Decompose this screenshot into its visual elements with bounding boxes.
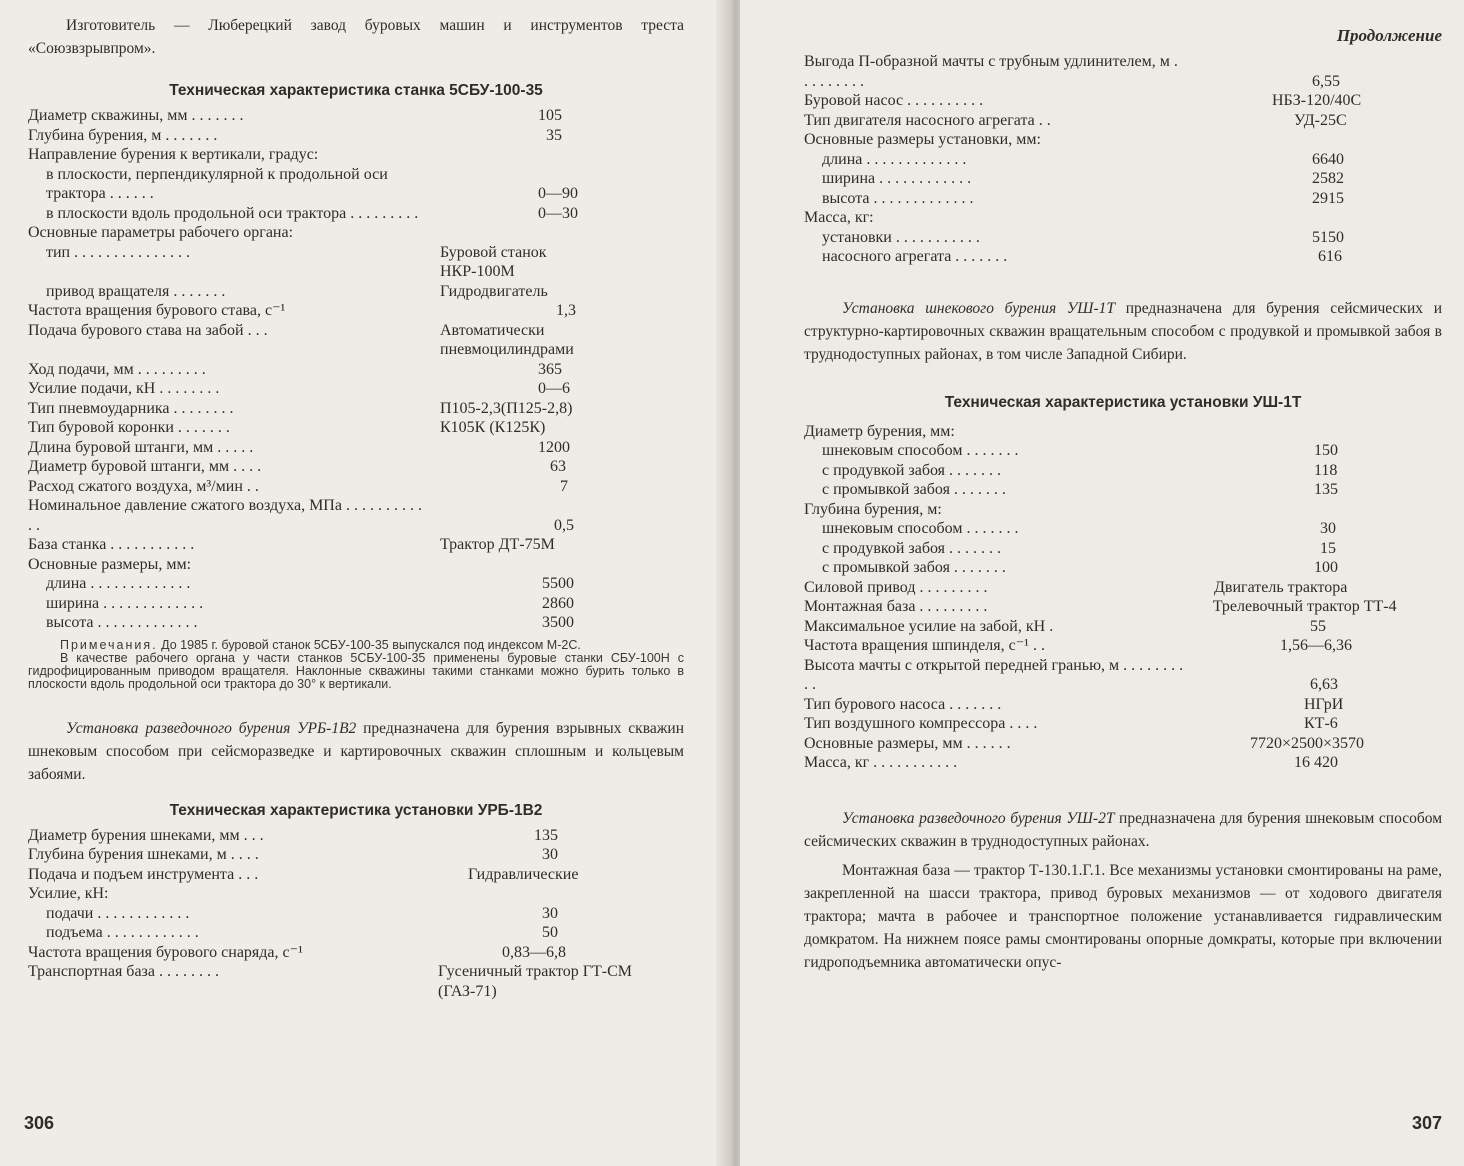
spec-row: установки . . . . . . . . . . . 5150 [822,228,1344,246]
spec-row: Тип пневмоударника . . . . . . . . П105-2,3(П125-2,8) [28,399,573,417]
urb-text: предназначена для бурения взрывных скважин шнековым способом при сейсморазведке и картировочных скважин сплошным и кольцевым забоями. [28,719,684,783]
spec-row: Основные параметры рабочего органа: [28,224,294,241]
spec-row: Основные размеры установки, мм: [804,131,1041,148]
left-page [0,0,724,1166]
spec-row: ширина . . . . . . . . . . . . . 2860 [46,594,574,612]
spec-row: Подача и подъем инструмента . . . Гидравлические [28,865,579,883]
note-1: До 1985 г. буровой станок 5СБУ-100-35 выпускался под индексом М-2С. [161,637,581,652]
spec-row: подъема . . . . . . . . . . . . 50 [46,924,558,941]
spec-row: с продувкой забоя . . . . . . . 118 [822,461,1338,479]
urb-paragraph [28,717,684,786]
spec-row: в плоскости, перпендикулярной к продольной оси трактора . . . . . . 0—90 [46,165,578,202]
spec-row: Тип буровой коронки . . . . . . . К105К (К125К) [28,419,546,436]
spec-row: шнековым способом . . . . . . . 150 [822,442,1338,459]
spec-row: База станка . . . . . . . . . . . Трактор ДТ-75М [28,536,555,553]
spec-row: Глубина бурения шнеками, м . . . . 30 [28,846,558,863]
spec-row: Длина буровой штанги, мм . . . . . 1200 [28,438,570,456]
heading-5sbu: Техническая характеристика станка 5СБУ-100-35 [169,82,543,99]
spec-row: Силовой привод . . . . . . . . . Двигатель трактора [804,578,1348,596]
spec-row: Высота мачты с открытой передней гранью, м . . . . . . . . . . 6,63 [804,656,1338,693]
spec-row: Подача бурового става на забой . . . Автоматически пневмоцилиндрами [28,321,574,358]
ush2t-title: Установка разведочного бурения УШ-2Т [842,809,1115,827]
spec-table-ush1t [804,422,1442,773]
spec-row: привод вращателя . . . . . . . Гидродвигатель [46,282,548,300]
spec-row: насосного агрегата . . . . . . . 616 [822,248,1342,265]
spec-row: Диаметр скважины, мм . . . . . . . 105 [28,107,562,124]
spec-row: Максимальное усилие на забой, кН . 55 [804,617,1326,635]
heading-ush1t: Техническая характеристика установки УШ-1Т [944,393,1302,411]
spec-row: Тип двигателя насосного агрегата . . УД-25С [804,111,1347,129]
spec-row: в плоскости вдоль продольной оси трактора . . . . . . . . . 0—30 [46,204,578,222]
notes-title: Примечания. [60,637,158,652]
spec-row: Частота вращения бурового става, с⁻¹ 1,3 [28,302,576,319]
spec-row: Диаметр буровой штанги, мм . . . . 63 [28,458,566,475]
spec-row: ширина . . . . . . . . . . . . 2582 [822,170,1344,187]
spec-row: Глубина бурения, м: [804,500,942,518]
spec-row: Транспортная база . . . . . . . . Гусеничный трактор ГТ-СМ (ГАЗ-71) [28,963,632,1000]
manufacturer-paragraph: Изготовитель — Люберецкий завод буровых машин и инструментов треста «Союзвзрывпром». [28,17,684,57]
spec-row: Направление бурения к вертикали, градус: [28,146,319,163]
notes-block [28,639,684,691]
page-number-left: 306 [24,1113,55,1133]
spec-row: тип . . . . . . . . . . . . . . . Буровой станок НКР-100М [46,243,547,280]
spec-row: Диаметр бурения, мм: [804,422,955,440]
spec-row: длина . . . . . . . . . . . . . 6640 [822,150,1344,168]
spec-row: высота . . . . . . . . . . . . . 3500 [46,614,574,631]
continuation-label: Продолжение [1336,26,1442,45]
page-number-right: 307 [1411,1113,1442,1133]
spec-row: Буровой насос . . . . . . . . . . НБЗ-120/40С [804,92,1362,109]
spec-row: Тип воздушного компрессора . . . . КТ-6 [804,715,1338,732]
spec-row: Глубина бурения, м . . . . . . . 35 [28,126,562,144]
spec-row: Усилие подачи, кН . . . . . . . . 0—6 [28,380,570,397]
spec-row: Частота вращения бурового снаряда, с⁻¹ 0,83—6,8 [28,943,566,961]
mounting-paragraph: Монтажная база — трактор Т-130.1.Г.1. Все механизмы установки смонтированы на раме, закрепленной на шасси трактора, привод буровых механизмов — от ходового двигателя трактора; мачта в рабочее и транспортное положение устанавливается гидравлическим домкратом. На нижнем поясе рамы смонтированы опорные домкраты, которые при включении гидроподъемника автоматически опус- [804,861,1442,971]
ush1t-paragraph [804,297,1442,366]
spec-row: Выгода П-образной мачты с трубным удлинителем, м . . . . . . . . . 6,55 [804,53,1340,90]
spec-row: Частота вращения шпинделя, с⁻¹ . . 1,56—6,36 [804,637,1352,654]
urb-title: Установка разведочного бурения УРБ-1В2 [66,719,357,737]
spec-row: высота . . . . . . . . . . . . . 2915 [822,189,1344,207]
spec-row: Масса, кг . . . . . . . . . . . 16 420 [804,754,1338,771]
spec-row: Ход подачи, мм . . . . . . . . . 365 [28,360,562,378]
heading-urb: Техническая характеристика установки УРБ-1В2 [169,801,543,819]
spec-row: Масса, кг: [804,209,874,226]
spec-row: Номинальное давление сжатого воздуха, МПа . . . . . . . . . . . . 0,5 [28,497,574,534]
spec-row: Тип бурового насоса . . . . . . . НГрИ [804,695,1344,713]
spec-table-urb [28,826,684,1002]
ush2t-text: предназначена для бурения шнековым способом сейсмических скважин в труднодоступных районах. [804,809,1442,850]
spec-row: Расход сжатого воздуха, м³/мин . . 7 [28,477,568,495]
spec-row: с промывкой забоя . . . . . . . 135 [822,481,1338,498]
spec-table-5sbu [28,106,684,633]
spec-table-continued [804,52,1442,267]
ush1t-text: предназначена для бурения сейсмических и структурно-картировочных скважин вращательным способом с продувкой и промывкой забоя в труднодоступных районах, в том числе Западной Сибири. [804,299,1442,363]
spec-row: Основные размеры, мм . . . . . . 7720×2500×3570 [804,734,1365,752]
ush1t-title: Установка шнекового бурения УШ-1Т [842,299,1116,317]
spec-row: длина . . . . . . . . . . . . . 5500 [46,575,574,592]
spec-row: Монтажная база . . . . . . . . . Трелевочный трактор ТТ-4 [804,598,1397,615]
ush2t-paragraph [804,807,1442,853]
right-page [740,0,1464,1166]
spec-row: Диаметр бурения шнеками, мм . . . 135 [28,826,558,844]
spec-row: подачи . . . . . . . . . . . . 30 [46,904,558,922]
spec-row: с промывкой забоя . . . . . . . 100 [822,559,1338,576]
spec-row: с продувкой забоя . . . . . . . 15 [822,539,1336,557]
spec-row: Основные размеры, мм: [28,555,192,573]
spec-row: Усилие, кН: [28,885,109,902]
note-2: В качестве рабочего органа у части станков 5СБУ-100-35 применены буровые станки СБУ-100Н с гидрофицированным приводом вращателя. Наклонные скважины такими станками можно бурить только в плоскости вдоль продольной оси трактора до 30° к вертикали. [28,650,684,691]
spec-row: шнековым способом . . . . . . . 30 [822,520,1336,537]
